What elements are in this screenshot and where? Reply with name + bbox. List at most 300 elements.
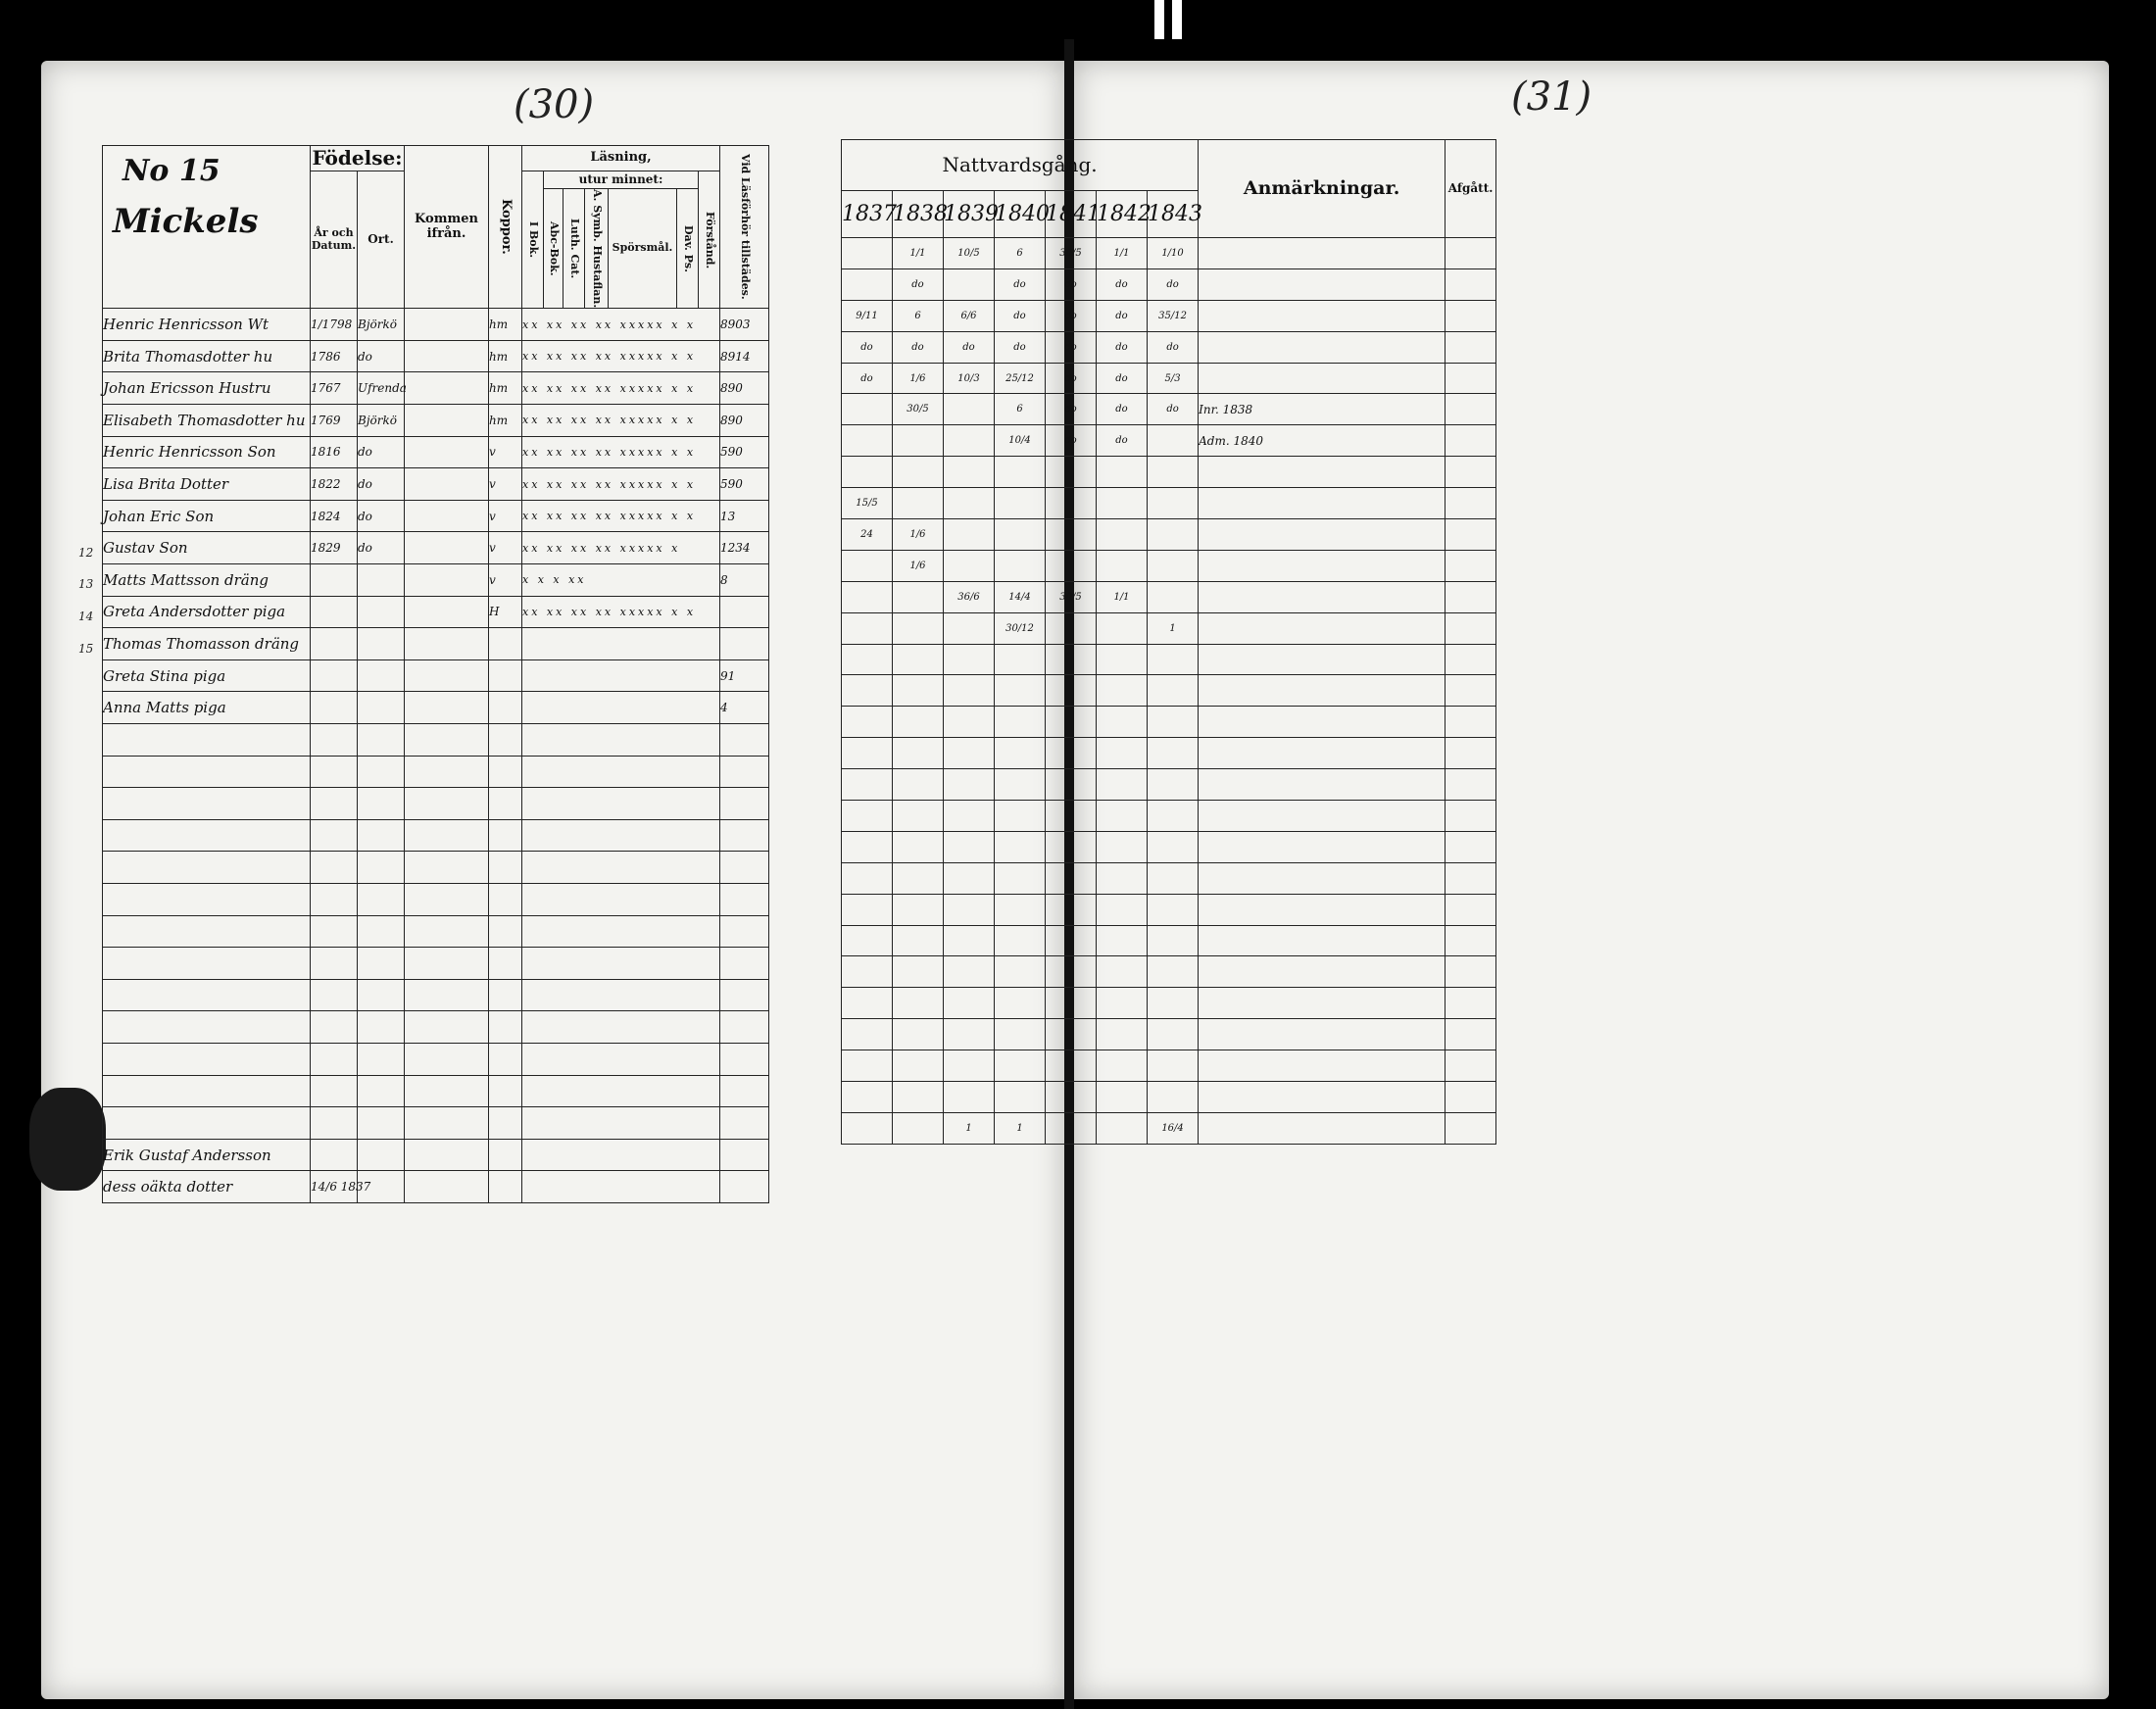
- table-row: [103, 915, 769, 948]
- communion-date-cell: [893, 581, 944, 612]
- lasforhor-cell: 590: [720, 468, 769, 501]
- table-row: [842, 644, 1496, 675]
- remark-cell: [1199, 581, 1446, 612]
- birth-date-cell: 1824: [311, 500, 358, 532]
- afgatt-cell: [1446, 894, 1496, 925]
- afgatt-cell: [1446, 1112, 1496, 1144]
- communion-date-cell: [944, 1082, 995, 1113]
- afgatt-cell: [1446, 738, 1496, 769]
- table-row: [103, 405, 769, 437]
- communion-date-cell: [893, 738, 944, 769]
- birth-place-cell: [358, 1139, 405, 1171]
- lasforhor-cell: [720, 1139, 769, 1171]
- lasforhor-cell: [720, 883, 769, 915]
- communion-date-cell: [944, 956, 995, 988]
- communion-date-cell: 1/6: [893, 550, 944, 581]
- communion-date-cell: [1097, 457, 1148, 488]
- kommen-ifran-cell: [405, 1075, 489, 1107]
- communion-date-cell: [893, 956, 944, 988]
- afgatt-cell: [1446, 581, 1496, 612]
- person-name-cell: Matts Mattsson dräng: [103, 564, 311, 597]
- lasforhor-cell: 890: [720, 405, 769, 437]
- birth-place-cell: [358, 979, 405, 1011]
- koppor-cell: v: [489, 500, 522, 532]
- communion-date-cell: [842, 425, 893, 457]
- communion-date-cell: [1097, 1019, 1148, 1050]
- communion-date-cell: do: [1148, 394, 1199, 425]
- film-marker-right: [1172, 0, 1182, 39]
- communion-date-cell: [1148, 862, 1199, 894]
- communion-date-cell: [1046, 801, 1097, 832]
- kommen-ifran-cell: [405, 405, 489, 437]
- communion-date-cell: [842, 956, 893, 988]
- birth-place-cell: [358, 723, 405, 756]
- reading-marks-cell: xx xx xx xx xxxxx x x: [522, 596, 720, 628]
- remark-cell: [1199, 988, 1446, 1019]
- birth-date-cell: [311, 628, 358, 660]
- communion-date-cell: [1046, 862, 1097, 894]
- communion-date-cell: [842, 394, 893, 425]
- communion-date-cell: [842, 925, 893, 956]
- communion-date-cell: [944, 988, 995, 1019]
- reading-marks-cell: [522, 1075, 720, 1107]
- birth-date-cell: [311, 1011, 358, 1044]
- kommen-ifran-cell: [405, 948, 489, 980]
- reading-marks-cell: [522, 659, 720, 692]
- lasforhor-cell: [720, 819, 769, 852]
- communion-date-cell: 1/1: [1097, 581, 1148, 612]
- afgatt-cell: [1446, 394, 1496, 425]
- person-name-cell: Henric Henricsson Wt: [103, 309, 311, 341]
- table-row: [842, 488, 1496, 519]
- communion-date-cell: [944, 425, 995, 457]
- person-name-cell: [103, 1011, 311, 1044]
- communion-date-cell: [944, 488, 995, 519]
- person-name-cell: Elisabeth Thomasdotter hu: [103, 405, 311, 437]
- reading-marks-cell: [522, 979, 720, 1011]
- communion-date-cell: [944, 769, 995, 801]
- kommen-ifran-cell: [405, 819, 489, 852]
- person-name-cell: [103, 852, 311, 884]
- birth-date-cell: [311, 788, 358, 820]
- communion-date-cell: do: [1097, 300, 1148, 331]
- birth-date-cell: [311, 948, 358, 980]
- kommen-ifran-cell: [405, 1139, 489, 1171]
- communion-date-cell: [995, 925, 1046, 956]
- communion-date-cell: [842, 801, 893, 832]
- dav-ps-header: Dav. Ps.: [677, 189, 699, 309]
- birth-date-cell: [311, 1075, 358, 1107]
- table-row: [103, 1171, 769, 1203]
- communion-date-cell: [1097, 925, 1148, 956]
- communion-date-cell: [1046, 925, 1097, 956]
- table-row: [842, 956, 1496, 988]
- person-name-cell: Greta Andersdotter piga: [103, 596, 311, 628]
- communion-date-cell: [893, 1050, 944, 1082]
- communion-date-cell: do: [1046, 300, 1097, 331]
- communion-date-cell: [1148, 1019, 1199, 1050]
- reading-marks-cell: [522, 1139, 720, 1171]
- communion-date-cell: [944, 675, 995, 707]
- table-row: [103, 500, 769, 532]
- person-name-cell: [103, 1107, 311, 1140]
- birth-place-cell: do: [358, 468, 405, 501]
- lasforhor-cell: [720, 1011, 769, 1044]
- communion-date-cell: 16/4: [1148, 1112, 1199, 1144]
- communion-date-cell: 5/3: [1148, 363, 1199, 394]
- communion-date-cell: 1/10: [1148, 238, 1199, 269]
- communion-date-cell: 1: [1148, 612, 1199, 644]
- table-row: [103, 372, 769, 405]
- reading-marks-cell: xx xx xx xx xxxxx x x: [522, 436, 720, 468]
- person-name-cell: [103, 948, 311, 980]
- communion-date-cell: 6: [995, 394, 1046, 425]
- birth-place-cell: [358, 659, 405, 692]
- fodelse-header: Födelse:: [312, 146, 403, 170]
- person-name-cell: Lisa Brita Dotter: [103, 468, 311, 501]
- kommen-ifran-cell: [405, 915, 489, 948]
- communion-date-cell: [1148, 831, 1199, 862]
- communion-date-cell: do: [995, 331, 1046, 363]
- birth-place-cell: Björkö: [358, 309, 405, 341]
- reading-marks-cell: xx xx xx xx xxxxx x x: [522, 500, 720, 532]
- communion-date-cell: [1097, 612, 1148, 644]
- birth-date-cell: [311, 1043, 358, 1075]
- communion-date-cell: 30/5: [893, 394, 944, 425]
- communion-date-cell: do: [1097, 363, 1148, 394]
- table-row: [842, 612, 1496, 644]
- communion-date-cell: [842, 1050, 893, 1082]
- communion-date-cell: [1046, 1082, 1097, 1113]
- communion-date-cell: [893, 488, 944, 519]
- table-row: [842, 269, 1496, 300]
- communion-date-cell: [995, 862, 1046, 894]
- remark-cell: Inr. 1838: [1199, 394, 1446, 425]
- remark-cell: [1199, 238, 1446, 269]
- afgatt-cell: [1446, 644, 1496, 675]
- birth-date-cell: [311, 596, 358, 628]
- forstand-header: Förstånd.: [699, 171, 720, 309]
- communion-date-cell: [1097, 894, 1148, 925]
- kommen-ifran-cell: [405, 468, 489, 501]
- koppor-cell: v: [489, 564, 522, 597]
- place-name: Mickels: [113, 202, 259, 241]
- koppor-cell: [489, 819, 522, 852]
- koppor-cell: v: [489, 532, 522, 564]
- koppor-cell: [489, 628, 522, 660]
- table-row: [842, 331, 1496, 363]
- communion-date-cell: 36/6: [944, 581, 995, 612]
- table-row: [103, 659, 769, 692]
- koppor-cell: [489, 723, 522, 756]
- table-row: [103, 979, 769, 1011]
- communion-date-cell: [1148, 925, 1199, 956]
- communion-date-cell: 6: [893, 300, 944, 331]
- communion-date-cell: 6: [995, 238, 1046, 269]
- lasforhor-cell: [720, 1075, 769, 1107]
- communion-date-cell: [1148, 894, 1199, 925]
- afgatt-cell: [1446, 1019, 1496, 1050]
- afgatt-cell: [1446, 769, 1496, 801]
- birth-place-cell: [358, 883, 405, 915]
- table-row: [842, 675, 1496, 707]
- communion-date-cell: [1148, 581, 1199, 612]
- remark-cell: [1199, 331, 1446, 363]
- communion-date-cell: [1097, 488, 1148, 519]
- table-row: [842, 769, 1496, 801]
- communion-date-cell: [995, 675, 1046, 707]
- communion-date-cell: [893, 1019, 944, 1050]
- table-row: [842, 988, 1496, 1019]
- abc-bok-header: Abc-Bok.: [544, 189, 564, 309]
- person-name-cell: Anna Matts piga: [103, 692, 311, 724]
- ar-datum-header: År och Datum.: [311, 171, 358, 309]
- communion-date-cell: [995, 1082, 1046, 1113]
- kommen-ifran-cell: [405, 628, 489, 660]
- remark-cell: [1199, 956, 1446, 988]
- afgatt-cell: [1446, 925, 1496, 956]
- remark-cell: Adm. 1840: [1199, 425, 1446, 457]
- table-row: [103, 788, 769, 820]
- year-header-1837: 1837: [842, 191, 893, 238]
- communion-date-cell: do: [995, 300, 1046, 331]
- reading-marks-cell: [522, 915, 720, 948]
- lasforhor-cell: 890: [720, 372, 769, 405]
- communion-date-cell: [842, 738, 893, 769]
- remark-cell: [1199, 801, 1446, 832]
- reading-marks-cell: xx xx xx xx xxxxx x x: [522, 405, 720, 437]
- lasforhor-cell: [720, 979, 769, 1011]
- lasning-header: Läsning,: [522, 146, 720, 171]
- reading-marks-cell: xx xx xx xx xxxxx x x: [522, 309, 720, 341]
- birth-date-cell: [311, 564, 358, 597]
- kommen-ifran-cell: [405, 788, 489, 820]
- communion-date-cell: [944, 707, 995, 738]
- remark-cell: [1199, 862, 1446, 894]
- birth-place-cell: [358, 819, 405, 852]
- communion-date-cell: do: [1097, 394, 1148, 425]
- communion-date-cell: 30/5: [1046, 238, 1097, 269]
- communion-date-cell: [893, 988, 944, 1019]
- person-name-cell: [103, 756, 311, 788]
- birth-place-cell: [358, 628, 405, 660]
- koppor-cell: [489, 659, 522, 692]
- person-name-cell: [103, 915, 311, 948]
- communion-date-cell: [893, 644, 944, 675]
- table-row: [103, 1043, 769, 1075]
- birth-place-cell: [358, 692, 405, 724]
- communion-date-cell: [1097, 988, 1148, 1019]
- kommen-ifran-cell: [405, 883, 489, 915]
- afgatt-cell: [1446, 1050, 1496, 1082]
- communion-date-cell: [893, 925, 944, 956]
- communion-date-cell: [944, 519, 995, 551]
- lasforhor-cell: [720, 788, 769, 820]
- communion-date-cell: [893, 801, 944, 832]
- communion-date-cell: [1046, 1050, 1097, 1082]
- table-row: [842, 894, 1496, 925]
- a-symb-header: A. Symb. Hustaflan.: [585, 189, 609, 309]
- communion-date-cell: do: [1046, 394, 1097, 425]
- remark-cell: [1199, 1082, 1446, 1113]
- afgatt-cell: [1446, 1082, 1496, 1113]
- row-margin-number: 15: [78, 641, 94, 656]
- birth-date-cell: [311, 819, 358, 852]
- communion-date-cell: do: [1148, 331, 1199, 363]
- reading-marks-cell: [522, 883, 720, 915]
- communion-date-cell: [893, 612, 944, 644]
- reading-marks-cell: xx xx xx xx xxxxx x: [522, 532, 720, 564]
- kommen-ifran-cell: [405, 500, 489, 532]
- communion-date-cell: [893, 831, 944, 862]
- communion-date-cell: [1148, 707, 1199, 738]
- communion-date-cell: [1148, 988, 1199, 1019]
- table-row: [842, 738, 1496, 769]
- koppor-cell: [489, 915, 522, 948]
- communion-date-cell: [995, 831, 1046, 862]
- reading-marks-cell: [522, 1043, 720, 1075]
- koppor-cell: [489, 1011, 522, 1044]
- communion-date-cell: [1148, 801, 1199, 832]
- kommen-ifran-cell: [405, 340, 489, 372]
- communion-date-cell: [944, 550, 995, 581]
- communion-date-cell: [1046, 769, 1097, 801]
- communion-date-cell: [1148, 675, 1199, 707]
- birth-date-cell: [311, 915, 358, 948]
- communion-date-cell: [1046, 488, 1097, 519]
- table-row: [842, 1112, 1496, 1144]
- birth-date-cell: [311, 692, 358, 724]
- afgatt-cell: [1446, 707, 1496, 738]
- communion-date-cell: [995, 769, 1046, 801]
- communion-date-cell: [1046, 831, 1097, 862]
- kommen-ifran-cell: [405, 309, 489, 341]
- communion-date-cell: [1148, 956, 1199, 988]
- birth-date-cell: 1767: [311, 372, 358, 405]
- household-number: No 15: [122, 154, 220, 188]
- afgatt-cell: [1446, 331, 1496, 363]
- table-row: [103, 1011, 769, 1044]
- communion-date-cell: 6/6: [944, 300, 995, 331]
- lasforhor-cell: [720, 723, 769, 756]
- remark-cell: [1199, 738, 1446, 769]
- kommen-ifran-cell: [405, 756, 489, 788]
- communion-date-cell: 30/12: [995, 612, 1046, 644]
- luth-cat-header: Luth. Cat.: [564, 189, 585, 309]
- communion-date-cell: do: [995, 269, 1046, 300]
- communion-date-cell: [995, 550, 1046, 581]
- kommen-ifran-cell: [405, 1171, 489, 1203]
- koppor-cell: hm: [489, 340, 522, 372]
- communion-date-cell: [1046, 738, 1097, 769]
- person-name-cell: Johan Ericsson Hustru: [103, 372, 311, 405]
- communion-date-cell: [842, 862, 893, 894]
- reading-marks-cell: [522, 819, 720, 852]
- communion-date-cell: 10/4: [995, 425, 1046, 457]
- afgatt-cell: [1446, 363, 1496, 394]
- communion-date-cell: [1046, 894, 1097, 925]
- communion-date-cell: [842, 238, 893, 269]
- reading-marks-cell: xx xx xx xx xxxxx x x: [522, 372, 720, 405]
- birth-date-cell: [311, 723, 358, 756]
- remark-cell: [1199, 269, 1446, 300]
- year-header-1842: 1842: [1097, 191, 1148, 238]
- birth-date-cell: 1769: [311, 405, 358, 437]
- person-name-cell: Greta Stina piga: [103, 659, 311, 692]
- remark-cell: [1199, 550, 1446, 581]
- reading-marks-cell: [522, 628, 720, 660]
- reading-marks-cell: xx xx xx xx xxxxx x x: [522, 468, 720, 501]
- table-row: [842, 425, 1496, 457]
- year-header-1841: 1841: [1046, 191, 1097, 238]
- birth-date-cell: 1/1798: [311, 309, 358, 341]
- communion-date-cell: [1148, 519, 1199, 551]
- table-row: [103, 309, 769, 341]
- row-margin-number: 14: [78, 610, 94, 623]
- koppor-cell: [489, 692, 522, 724]
- left-register-table: [102, 145, 769, 1203]
- birth-date-cell: 1822: [311, 468, 358, 501]
- communion-date-cell: do: [1148, 269, 1199, 300]
- table-row: [103, 436, 769, 468]
- communion-date-cell: [842, 550, 893, 581]
- sporsmal-header: Spörsmål.: [609, 189, 677, 309]
- year-header-1839: 1839: [944, 191, 995, 238]
- communion-date-cell: [1046, 612, 1097, 644]
- table-row: [842, 1019, 1496, 1050]
- communion-date-cell: [944, 644, 995, 675]
- person-name-cell: Gustav Son: [103, 532, 311, 564]
- communion-date-cell: [995, 457, 1046, 488]
- communion-date-cell: do: [1046, 331, 1097, 363]
- table-row: [103, 564, 769, 597]
- remark-cell: [1199, 831, 1446, 862]
- lasforhor-cell: [720, 756, 769, 788]
- afgatt-cell: [1446, 425, 1496, 457]
- person-name-cell: [103, 788, 311, 820]
- communion-date-cell: [893, 675, 944, 707]
- i-bok-header: I Bok.: [522, 171, 544, 309]
- lasforhor-cell: 8: [720, 564, 769, 597]
- communion-date-cell: do: [944, 331, 995, 363]
- koppor-cell: [489, 1043, 522, 1075]
- communion-date-cell: [893, 707, 944, 738]
- communion-date-cell: [842, 1082, 893, 1113]
- table-row: [842, 707, 1496, 738]
- table-row: [103, 340, 769, 372]
- birth-date-cell: 1786: [311, 340, 358, 372]
- remark-cell: [1199, 1112, 1446, 1144]
- koppor-cell: hm: [489, 309, 522, 341]
- communion-date-cell: [944, 1019, 995, 1050]
- table-row: [103, 1107, 769, 1140]
- reading-marks-cell: [522, 1171, 720, 1203]
- communion-date-cell: [842, 457, 893, 488]
- birth-place-cell: do: [358, 500, 405, 532]
- person-name-cell: [103, 1075, 311, 1107]
- person-name-cell: [103, 883, 311, 915]
- birth-date-cell: 1829: [311, 532, 358, 564]
- communion-date-cell: [842, 894, 893, 925]
- table-row: [842, 801, 1496, 832]
- birth-date-cell: [311, 1139, 358, 1171]
- left-page-number: (30): [514, 82, 595, 127]
- reading-marks-cell: [522, 1107, 720, 1140]
- person-name-cell: Henric Henricsson Son: [103, 436, 311, 468]
- communion-date-cell: [1097, 1082, 1148, 1113]
- afgatt-header: Afgått.: [1446, 140, 1496, 238]
- remark-cell: [1199, 675, 1446, 707]
